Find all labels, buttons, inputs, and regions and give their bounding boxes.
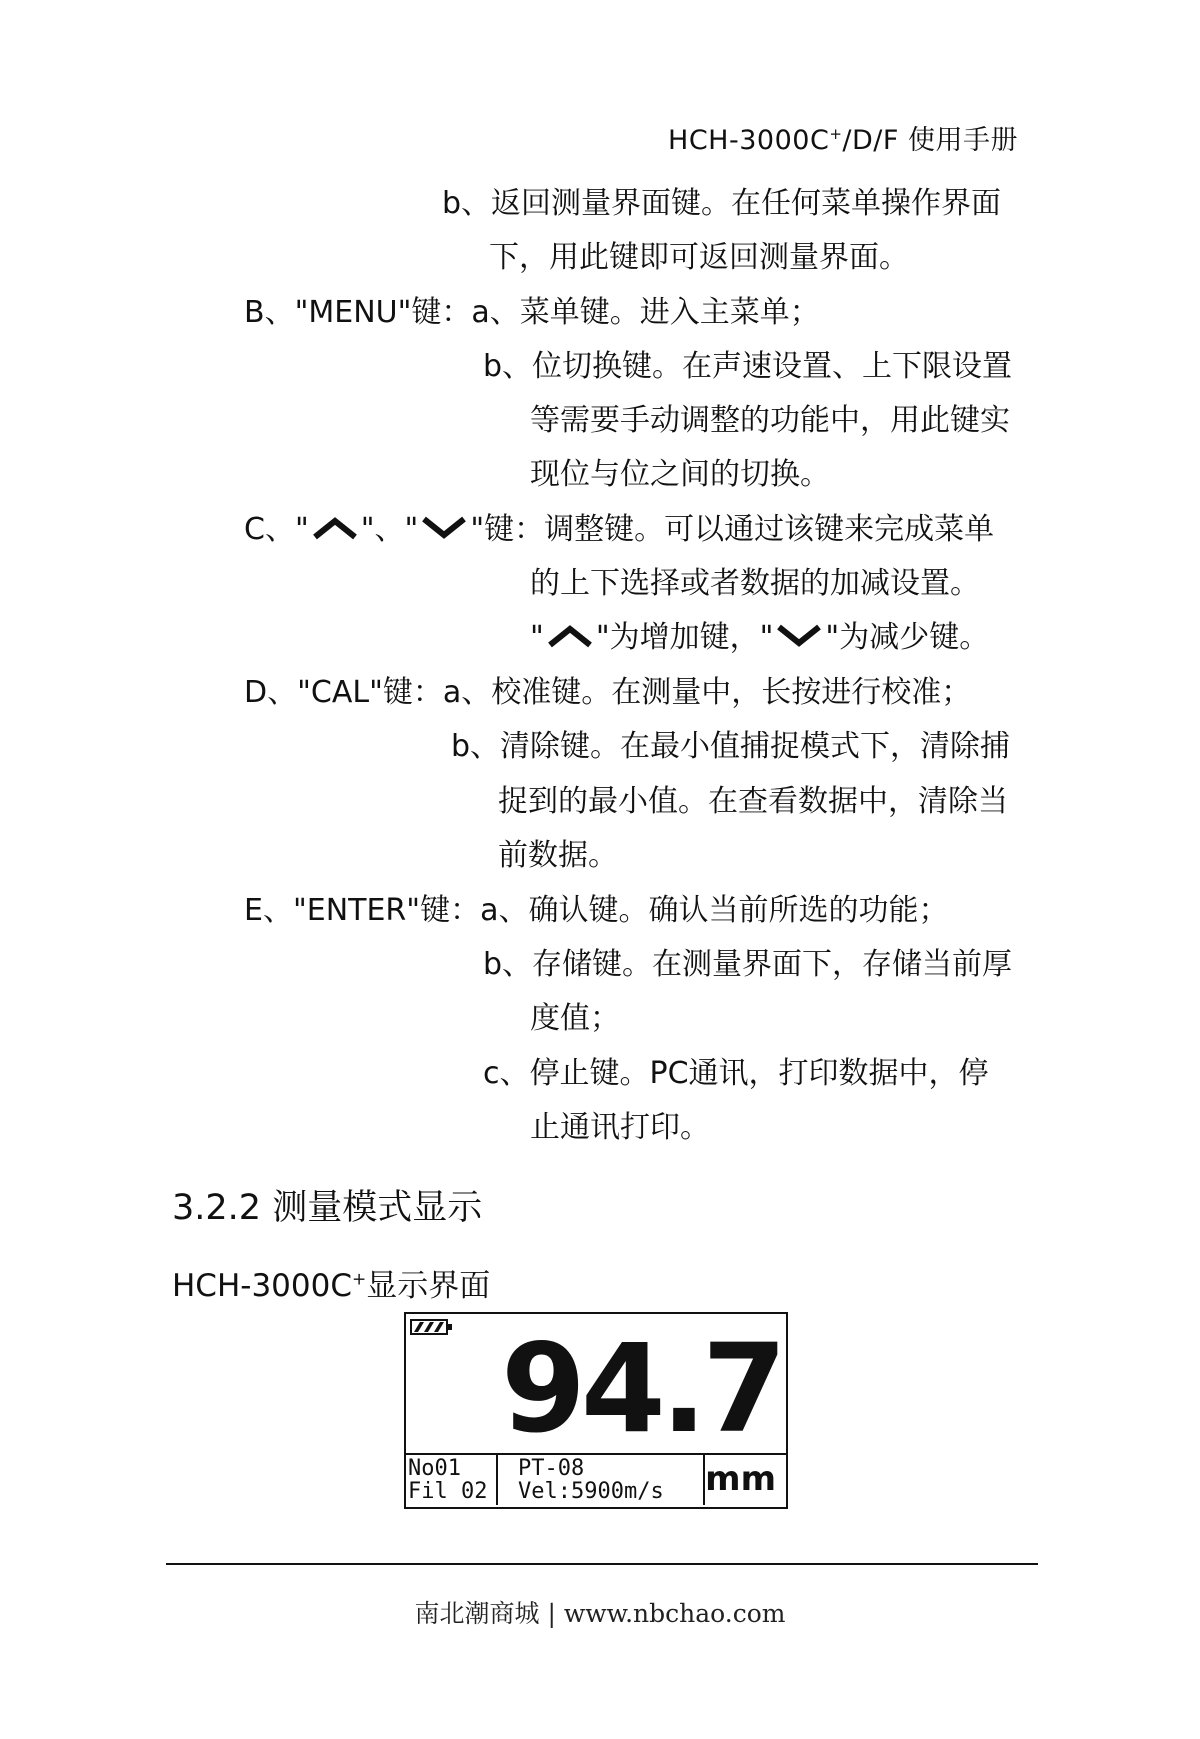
subheading-text: 显示界面	[366, 1268, 491, 1304]
subheading-sup: +	[352, 1269, 367, 1290]
section-heading	[172, 1180, 482, 1230]
file-number: Fil 02	[408, 1479, 488, 1504]
footer-rule	[166, 1563, 1038, 1565]
sound-velocity: Vel:5900m/s	[518, 1479, 664, 1504]
text-line: 的上下选择或者数据的加减设置。	[530, 566, 980, 601]
text-line: 前数据。	[498, 838, 618, 873]
lcd-status-bar	[406, 1453, 786, 1507]
battery-icon	[410, 1318, 454, 1338]
text-line: 现位与位之间的切换。	[530, 457, 830, 492]
section-number: 3.2.2	[172, 1188, 262, 1228]
decrease-label: "为减少键。	[825, 620, 990, 655]
text-line: 度值；	[530, 1001, 620, 1036]
increase-label: "为增加键，"	[595, 620, 774, 655]
header-model: HCH-3000C	[668, 125, 830, 156]
record-number: No01	[408, 1456, 461, 1481]
text-line: b、存储键。在测量界面下，存储当前厚	[483, 947, 1013, 982]
chevron-down-icon	[773, 623, 825, 649]
text-line: 下，用此键即可返回测量界面。	[489, 240, 909, 275]
unit-label: mm	[705, 1459, 776, 1499]
up-down-line	[530, 618, 989, 658]
chevron-down-icon	[418, 515, 470, 541]
key-c-suffix: "键：调整键。可以通过该键来完成菜单	[470, 512, 995, 547]
header-rest: /D/F 使用手册	[842, 125, 1018, 156]
text-line: D、"CAL"键：a、校准键。在测量中，长按进行校准；	[244, 675, 972, 710]
chevron-up-icon	[544, 623, 596, 649]
chevron-up-icon	[309, 515, 361, 541]
subheading-model: HCH-3000C	[172, 1268, 352, 1304]
key-c-line	[244, 510, 994, 550]
text-line: B、"MENU"键：a、菜单键。进入主菜单；	[244, 295, 820, 330]
section-title: 测量模式显示	[272, 1188, 483, 1228]
lcd-probe-cell	[498, 1455, 705, 1505]
lcd-display	[404, 1312, 788, 1509]
text-line: b、返回测量界面键。在任何菜单操作界面	[442, 186, 1002, 221]
probe-model: PT-08	[518, 1456, 585, 1481]
text-line: E、"ENTER"键：a、确认键。确认当前所选的功能；	[244, 893, 949, 928]
header-sup: +	[829, 125, 843, 143]
thickness-reading: 94.7	[500, 1318, 782, 1460]
key-c-sep: "、"	[360, 512, 419, 547]
text-line: b、位切换键。在声速设置、上下限设置	[483, 349, 1013, 384]
subheading	[172, 1260, 490, 1305]
lcd-file-cell	[406, 1455, 498, 1505]
text-line: 等需要手动调整的功能中，用此键实	[530, 403, 1010, 438]
key-c-prefix: C、"	[244, 512, 309, 547]
quote: "	[530, 620, 544, 655]
footer-text: 南北潮商城 | www.nbchao.com	[414, 1599, 786, 1628]
text-line: c、停止键。PC通讯，打印数据中，停	[483, 1056, 989, 1091]
running-header	[668, 118, 1018, 157]
text-line: b、清除键。在最小值捕捉模式下，清除捕	[451, 729, 1011, 764]
text-line: 止通讯打印。	[530, 1110, 710, 1145]
text-line: 捉到的最小值。在查看数据中，清除当	[498, 784, 1008, 819]
